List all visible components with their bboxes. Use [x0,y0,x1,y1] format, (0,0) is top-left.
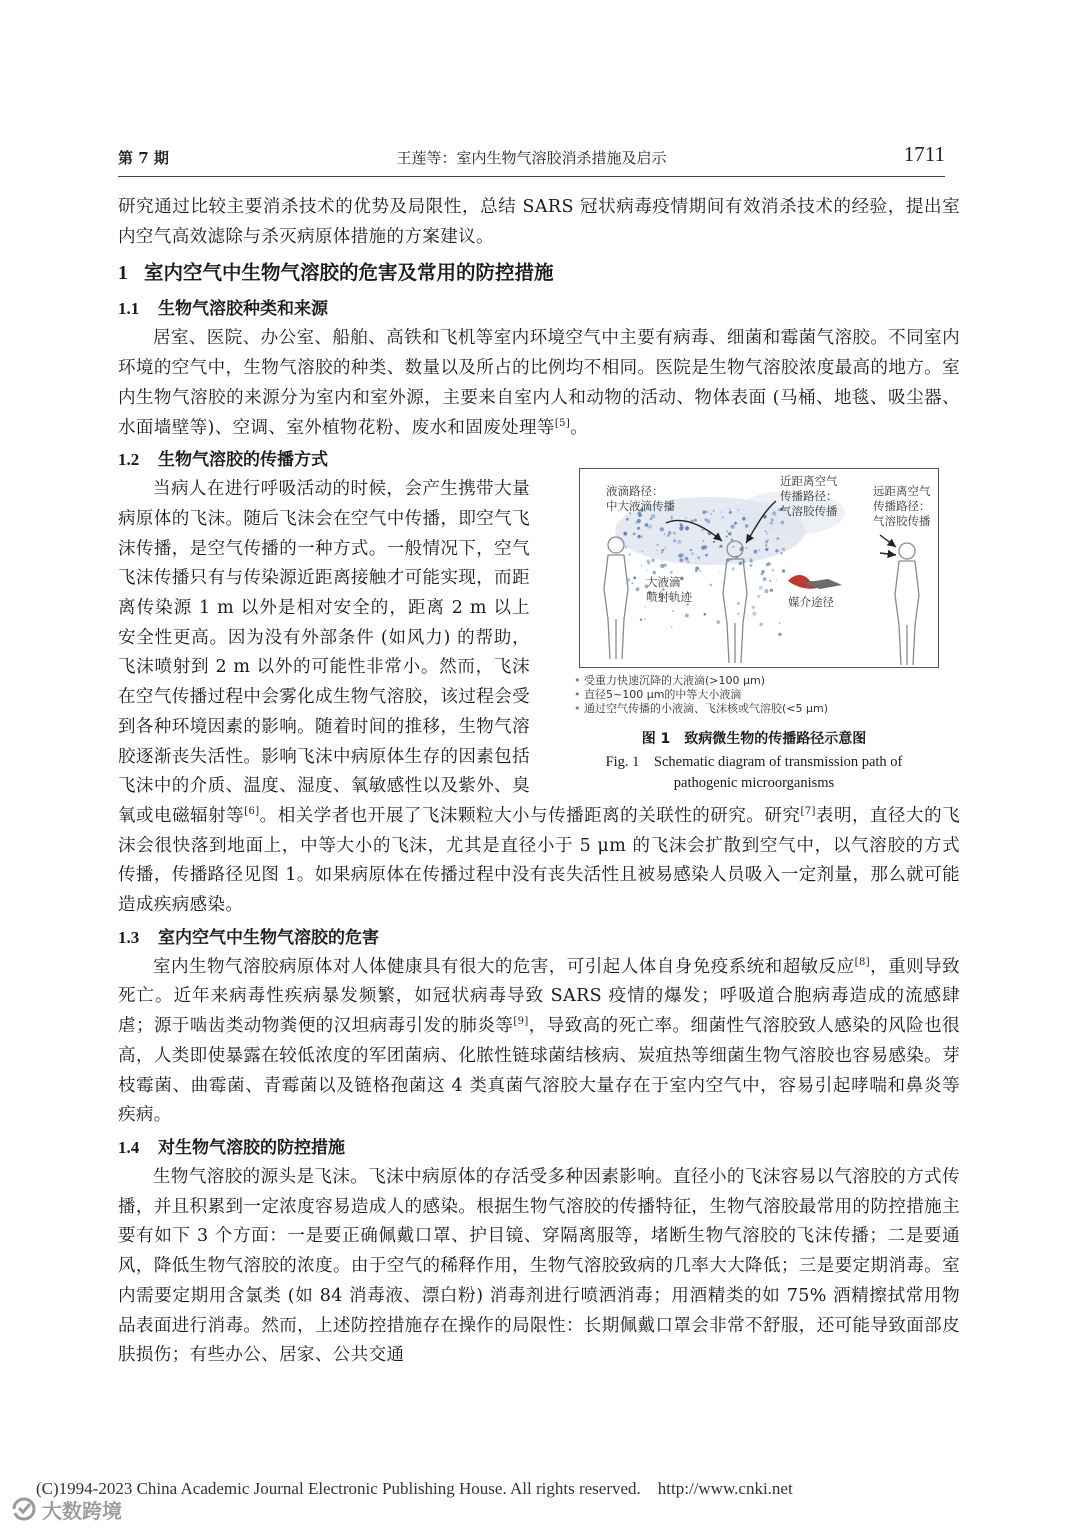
label-medium-path: 媒介途径 [788,595,834,610]
droplet-dot [635,521,638,524]
droplet-dot [778,633,782,637]
section-title: 室内空气中生物气溶胶的危害 [158,927,379,948]
droplet-dot [713,541,715,543]
droplet-dot [625,546,628,549]
person-middle-figure [723,541,747,663]
section-number: 1.4 [118,1137,140,1157]
droplet-dot [623,532,627,536]
section-number: 1 [118,263,128,285]
figure-1 [548,468,960,794]
droplet-dot [759,586,763,590]
droplet-dot [700,571,702,573]
label-large-drop: 大液滴 喷射轨迹 [646,575,692,605]
droplet-dot [711,513,713,515]
droplet-dot [633,533,636,536]
droplet-dot [752,606,755,609]
droplet-dot [765,548,768,551]
droplet-dot [628,553,631,556]
arrow-icon [880,553,896,555]
legend-item: • 通过空气传播的小液滴、飞沫核或气溶胶(<5 μm) [574,702,960,716]
droplet-dot [764,589,768,593]
section-title: 室内空气中生物气溶胶的危害及常用的防控措施 [144,261,554,285]
paragraph-text: ，导致高的死亡率。细菌性气溶胶致人感染的风险也很高，人类即使暴露在较低浓度的军团菌病、化脓性链球菌结核病、炭疽热等细菌生物气溶胶也容易感染。芽枝霉菌、曲霉菌、青霉菌以及链格孢菌这 4 类真菌气溶胶大量存在于室内空气中，容易引起哮喘和鼻炎等疾病。 [118,1016,960,1126]
figure-legend [574,674,960,716]
droplet-dot [781,552,783,554]
droplet-dot [745,547,747,549]
droplet-dot [637,535,640,538]
droplet-dot [703,511,706,514]
section-1-3-heading [118,923,960,953]
droplet-dot [750,564,753,567]
section-title: 生物气溶胶的传播方式 [158,450,328,471]
droplet-dot [678,554,682,558]
droplet-dot [729,509,731,511]
droplet-dot [706,520,710,524]
droplet-dot [677,540,681,544]
droplet-dot [728,532,731,535]
droplet-dot [749,558,753,562]
droplet-dot [703,540,705,542]
watermark [10,1494,122,1524]
section-number: 1.1 [118,299,140,319]
droplet-dot [775,549,778,552]
citation: [7] [800,806,816,818]
label-far-path: 远距离空气 传播路径： 气溶胶传播 [873,484,931,529]
droplet-dot [661,549,664,552]
droplet-dot [737,509,739,511]
droplet-dot [672,610,674,612]
droplet-dot [729,511,732,514]
droplet-dot [664,548,666,550]
droplet-dot [779,622,781,624]
droplet-dot [771,519,774,522]
section-1-1-heading [118,294,960,324]
legend-item: • 受重力快速沉降的大液滴(>100 μm) [574,674,960,688]
droplet-dot [664,534,666,536]
figure-image [579,468,939,668]
droplet-dot [680,523,683,526]
legend-item: • 直径5~100 μm的中等大小液滴 [574,688,960,702]
droplet-dot [766,533,768,535]
copyright-footer: (C)1994-2023 China Academic Journal Electronic Publishing House. All rights reserved. http://www.cnki.net [36,1479,793,1498]
droplet-dot [649,525,652,528]
droplet-dot [704,613,707,616]
section-1-2-block [118,475,960,921]
droplet-dot [679,527,683,531]
droplet-dot [716,620,720,624]
droplet-dot [661,561,662,562]
droplet-dot [673,532,676,535]
section-number: 1.3 [118,927,140,947]
droplet-dot [701,546,705,550]
droplet-dot [713,510,715,512]
droplet-dot [671,515,673,517]
article-body [118,193,960,1371]
droplet-dot [727,531,728,532]
droplet-dot [754,550,758,554]
paragraph-text: 当病人在进行呼吸活动的时候，会产生携带大量病原体的飞沫。随后飞沫会在空气中传播，即空气飞沫传播，是空气传播的一种方式。一般情况下，空气飞沫传播只有与传染源近距离接触才可能实现，而距离传染源 1 m 以外是相对安全的，距离 2 m 以上安全性更高。因为没有外部条件 (如风力) 的帮助，飞沫喷射到 2 m 以外的可能性非常小。然而，飞沫在空气传播过程中会雾化成生物气溶胶，该过程会受到各种环境因素的影响。随着时间的推移，生物气溶胶逐渐丧失活性。影响飞沫中病原体生存的因素包括飞沫中的介质、温度、湿度、氧敏感性以及紫外、臭氧或电磁辐射等 [118,479,530,826]
droplet-dot [641,565,642,566]
arrow-icon [880,535,896,547]
droplet-dot [695,567,699,571]
figure-caption-en: Fig. 1 Schematic diagram of transmission path of pathogenic microorganisms [605,754,903,792]
section-1-3-paragraph [118,953,960,1131]
droplet-dot [770,589,773,592]
citation: [5] [554,417,571,429]
droplet-dot [644,619,646,621]
issue-label: 第 7 期 [118,149,169,167]
person-right-figure [895,543,919,665]
droplet-dot [762,570,765,573]
droplet-dot [737,613,739,615]
droplet-dot [763,577,767,581]
citation: [9] [513,1016,529,1028]
droplet-dot [656,550,657,551]
droplet-dot [642,551,643,552]
droplet-dot [776,537,779,540]
droplet-dot [731,539,733,541]
droplet-dot [726,536,728,538]
droplet-dot [633,577,636,580]
droplet-dot [664,564,667,567]
droplet-dot [765,544,767,546]
droplet-dot [775,516,776,517]
droplet-dot [637,527,640,530]
section-title: 生物气溶胶种类和来源 [158,299,328,320]
droplet-dot [781,521,785,525]
droplet-dot [765,531,767,533]
droplet-dot [685,527,689,531]
droplet-dot [647,562,650,565]
label-droplet-path: 液滴路径： 中大液滴传播 [606,484,675,514]
droplet-dot [740,549,743,552]
droplet-dot [782,548,785,551]
droplet-dot [710,584,713,587]
droplet-dot [650,518,652,520]
droplet-dot [782,570,785,573]
page-number: 1711 [903,142,945,166]
droplet-dot [772,569,775,572]
droplet-dot [653,571,656,574]
droplet-dot [737,602,740,605]
header-title: 王莲等：室内生物气溶胶消杀措施及启示 [396,149,667,167]
droplet-dot [647,570,648,571]
watermark-logo-icon [10,1496,38,1522]
label-near-path: 近距离空气 传播路径： 气溶胶传播 [780,474,838,519]
droplet-dot [667,535,669,537]
droplet-dot [772,512,776,516]
droplet-dot [752,612,756,616]
header-rule [118,176,945,177]
droplet-dot [765,540,768,543]
figure-caption-cn: 图 1 致病微生物的传播路径示意图 [641,731,867,748]
droplet-dot [666,546,667,547]
paragraph-text: 室内生物气溶胶病原体对人体健康具有很大的危害，可引起人体自身免疫系统和超敏反应 [153,956,855,977]
droplet-dot [757,595,760,598]
droplet-dot [687,561,689,563]
droplet-dot [761,573,764,576]
droplet-dot [776,579,777,580]
droplet-dot [705,554,708,557]
droplet-dot [660,528,664,532]
droplet-dot [635,587,639,591]
droplet-dot [641,536,643,538]
droplet-dot [767,562,771,566]
droplet-dot [697,557,700,560]
droplet-dot [719,547,720,548]
droplet-dot [685,614,689,618]
droplet-dot [770,522,773,525]
droplet-dot [671,517,673,519]
citation: [6] [244,806,260,818]
droplet-dot [645,607,646,608]
watermark-text: 大数跨境 [42,1498,122,1523]
droplet-dot [769,580,771,582]
droplet-dot [732,546,734,548]
droplet-dot [673,539,676,542]
droplet-dot [739,562,743,566]
section-1-4-paragraph: 生物气溶胶的源头是飞沫。飞沫中病原体的存活受多种因素影响。直径小的飞沫容易以气溶胶的方式传播，并且积累到一定浓度容易造成人的感染。根据生物气溶胶的传播特征，生物气溶胶最常用的防控措施主要有如下 3 个方面：一是要正确佩戴口罩、护目镜、穿隔离服等，堵断生物气溶胶的飞沫传播；二是要通风，降低生物气溶胶的浓度。由于空气的稀释作用，生物气溶胶致病的几率大大降低；三是要定期消毒。室内需要定期用含氯类 (如 84 消毒液、漂白粉) 消毒剂进行喷洒消毒；用酒精类的如 75% 酒精擦拭常用物品表面进行消毒。然而，上述防控措施存在操作的局限性：长期佩戴口罩会非常不舒服，还可能导致面部皮肤损伤；有些办公、居家、公共交通 [118,1166,960,1366]
paragraph-text: 。 [570,417,589,438]
droplet-dot [691,553,694,556]
droplet-dot [640,619,642,621]
droplet-dot [645,523,649,527]
paragraph-text: 居室、医院、办公室、船舶、高铁和飞机等室内环境空气中主要有病毒、细菌和霉菌气溶胶。不同室内环境的空气中，生物气溶胶的种类、数量以及所占的比例均不相同。医院是生物气溶胶浓度最高的地方。室内生物气溶胶的来源分为室内和室外源，主要来自室内人和动物的活动、物体表面 (马桶、地毯、吸尘器、水面墙壁等)、空调、室外植物花粉、废水和固废处理等 [118,328,960,438]
droplet-dot [690,549,693,552]
person-left-figure [604,537,628,659]
section-1-heading [118,258,960,289]
section-1-4-heading [118,1133,960,1163]
citation: [8] [854,956,871,968]
droplet-dot [657,544,659,546]
droplet-dot [670,571,673,574]
droplet-dot [767,539,769,541]
droplet-dot [694,519,697,522]
droplet-dot [651,559,655,563]
section-number: 1.2 [118,450,140,470]
droplet-dot [706,511,708,513]
droplet-dot [745,525,748,528]
paragraph-text: ，重则导致死亡。近年来病毒性疾病暴发频繁，如冠状病毒导致 SARS 疫情的爆发；呼吸道合胞病毒造成的流感肆虐；源于啮齿类动物粪便的汉坦病毒引发的肺炎等 [118,956,960,1037]
hands-icon [788,575,842,589]
droplet-dot [742,517,746,521]
intro-paragraph: 研究通过比较主要消杀技术的优势及局限性，总结 SARS 冠状病毒疫情期间有效消杀技术的经验，提出室内空气高效滤除与杀灭病原体措施的方案建议。 [118,197,960,247]
droplet-dot [759,623,763,627]
droplet-dot [685,517,687,519]
droplet-dot [730,525,734,529]
droplet-dot [679,559,683,563]
droplet-dot [721,516,724,519]
droplet-dot [758,549,760,551]
droplet-dot [734,522,737,525]
section-1-1-paragraph [118,324,960,443]
droplet-dot [720,511,722,513]
droplet-dot [661,552,663,554]
droplet-dot [626,518,629,521]
droplet-dot [732,567,736,571]
droplet-dot [668,531,672,535]
paragraph-text: 表明，直径大的飞沫会很快落到地面上，中等大小的飞沫，尤其是直径小于 5 μm 的飞沫会扩散到空气中，以气溶胶的方式传播，传播路径见图 1。如果病原体在传播过程中没有丧失活性且被易感染人员吸入一定剂量，那么就可能造成疾病感染。 [118,805,961,916]
droplet-dot [718,572,719,573]
droplet-dot [631,582,633,584]
running-header [118,142,945,170]
droplet-dot [685,557,689,561]
paragraph-text: 。相关学者也开展了飞沫颗粒大小与传播距离的关联性的研究。研究 [259,805,801,826]
section-title: 对生物气溶胶的防控措施 [158,1137,345,1158]
droplet-dot [671,627,673,629]
